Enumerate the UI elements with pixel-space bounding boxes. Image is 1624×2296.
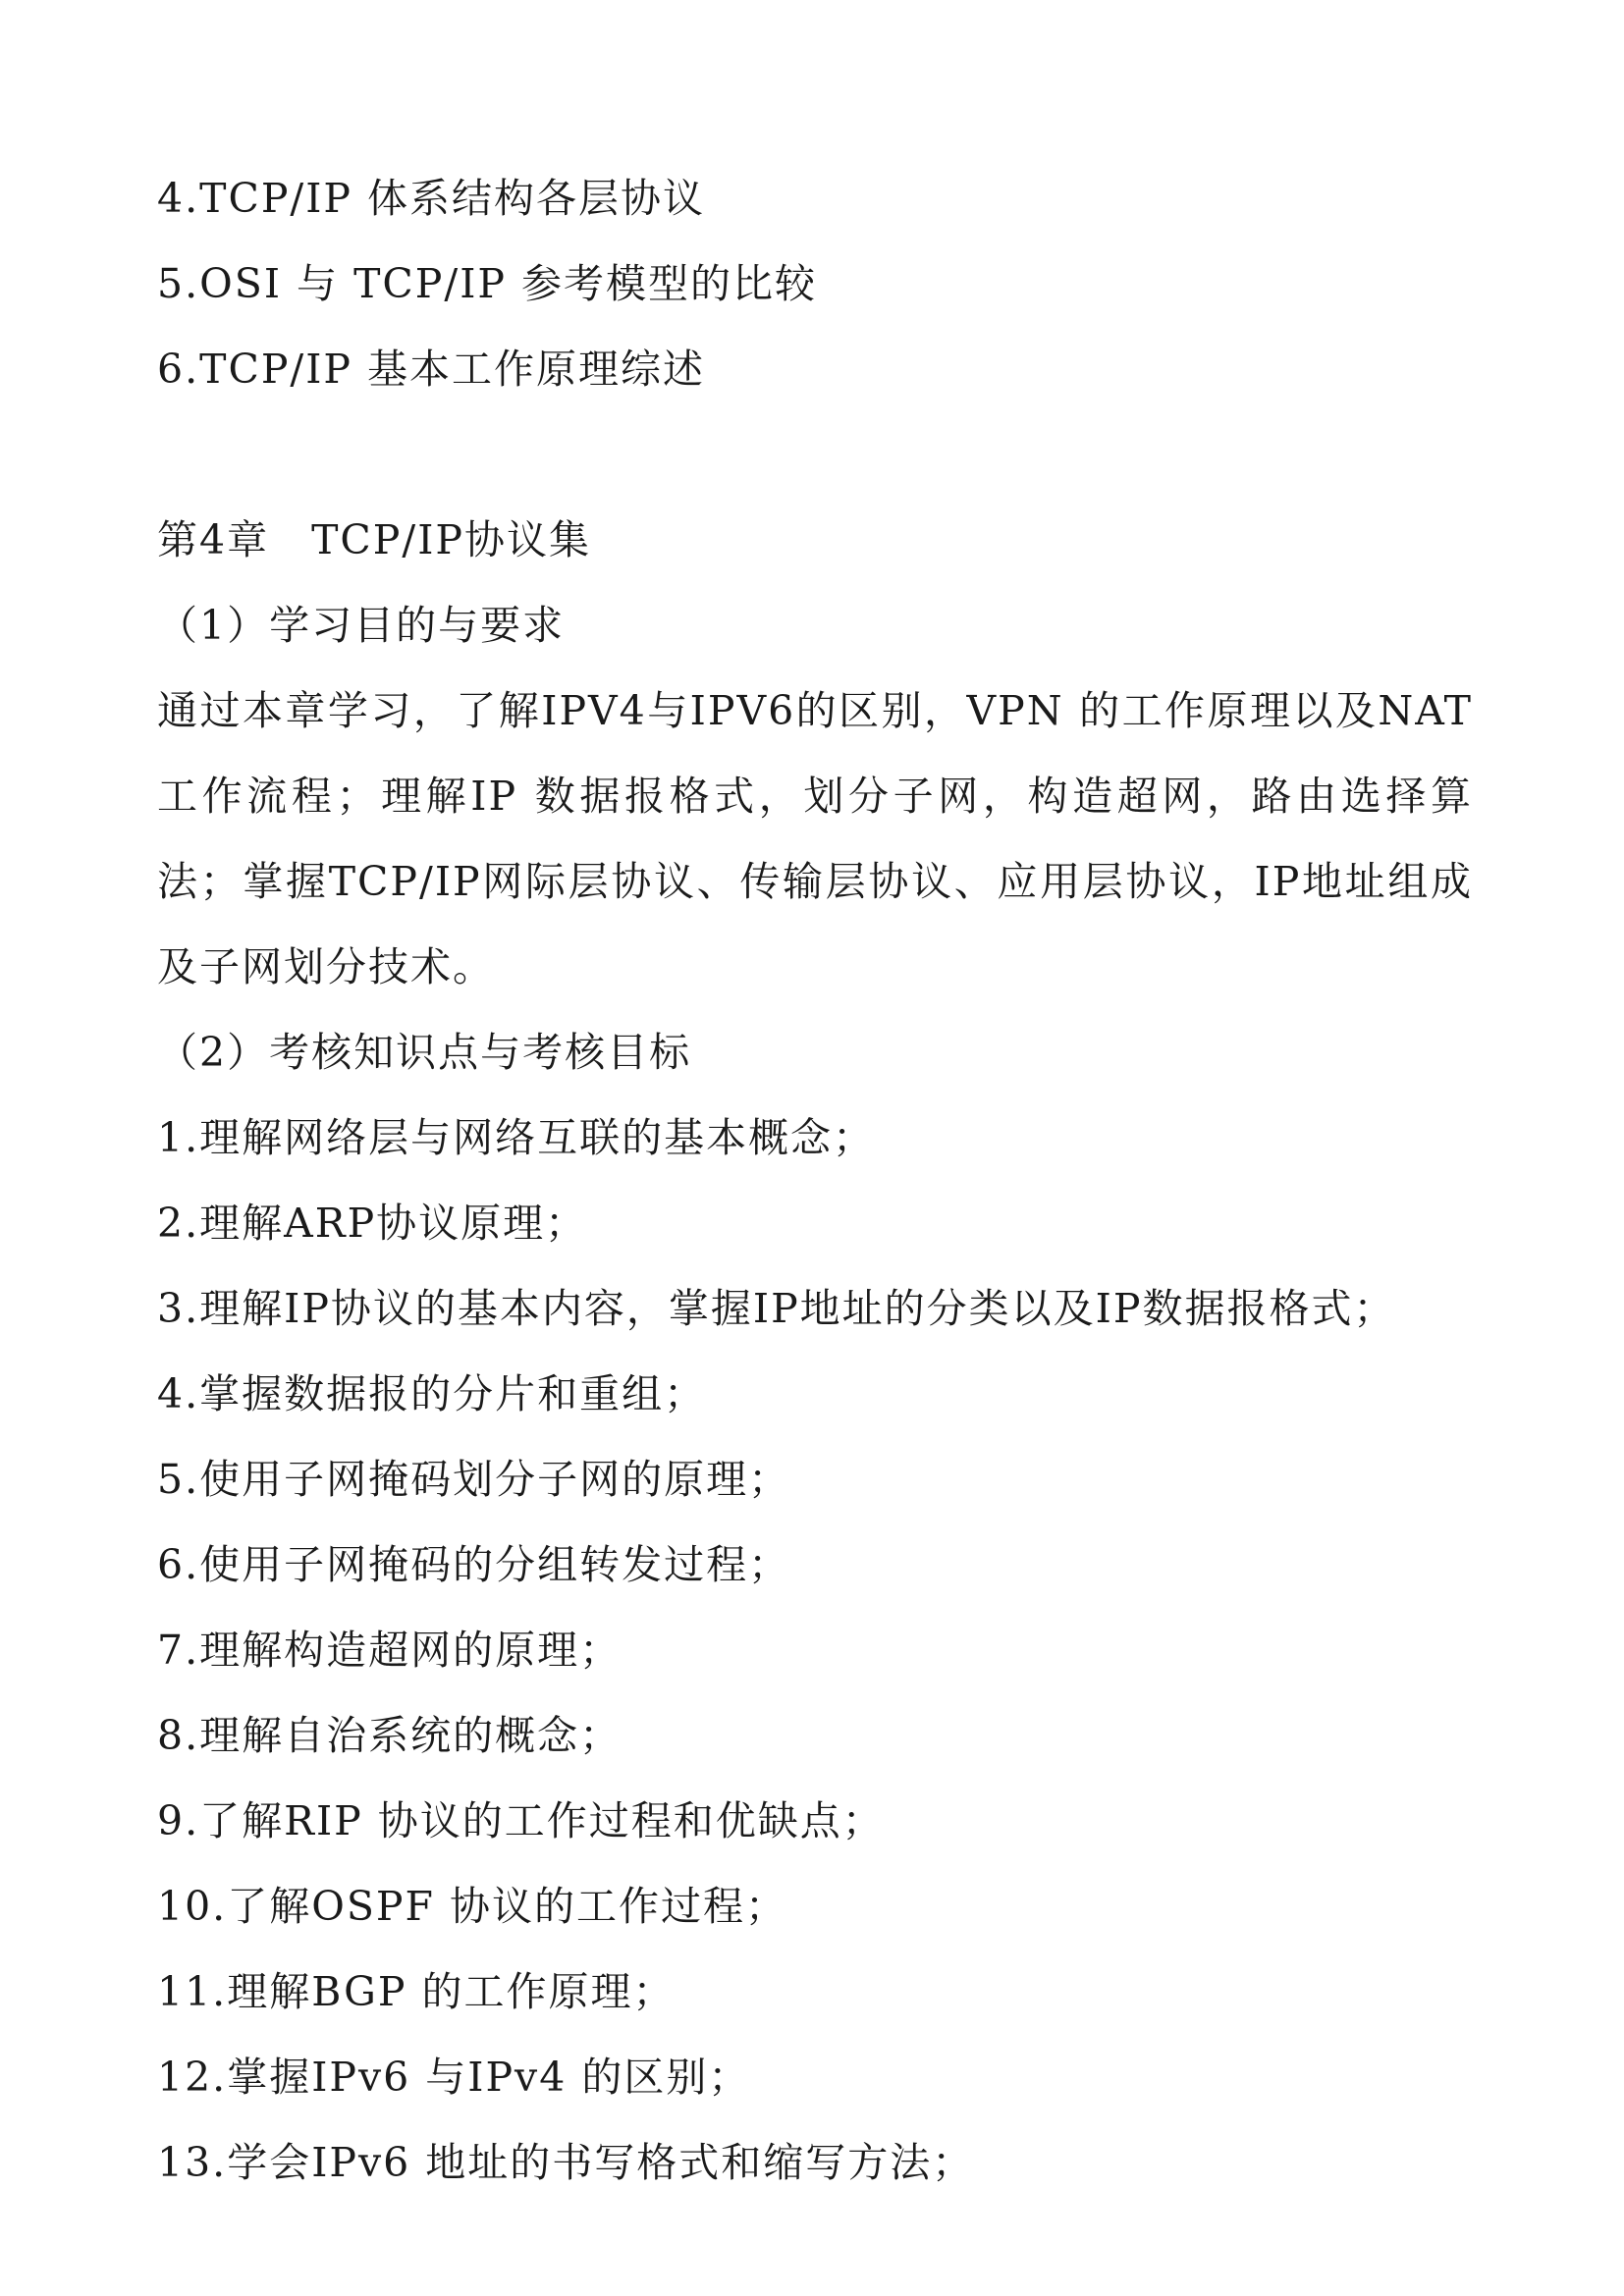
list-item: 5.OSI 与 TCP/IP 参考模型的比较 xyxy=(157,260,818,307)
list-item: 2.理解ARP协议原理； xyxy=(157,1200,588,1247)
list-item: 5.使用子网掩码划分子网的原理； xyxy=(157,1456,791,1503)
list-item: 13.学会IPv6 地址的书写格式和缩写方法； xyxy=(157,2139,975,2186)
section-heading: （1）学习目的与要求 xyxy=(157,602,566,649)
list-item: 7.理解构造超网的原理； xyxy=(157,1627,623,1674)
list-item: 6.TCP/IP 基本工作原理综述 xyxy=(157,346,706,393)
list-item: 4.掌握数据报的分片和重组； xyxy=(157,1370,707,1417)
list-item: 4.TCP/IP 体系结构各层协议 xyxy=(157,175,706,222)
list-item: 10.了解OSPF 协议的工作过程； xyxy=(157,1883,787,1930)
list-item: 9.了解RIP 协议的工作过程和优缺点； xyxy=(157,1797,885,1844)
list-item: 1.理解网络层与网络互联的基本概念； xyxy=(157,1114,876,1161)
section-heading: （2）考核知识点与考核目标 xyxy=(157,1029,692,1076)
list-item: 6.使用子网掩码的分组转发过程； xyxy=(157,1541,791,1588)
chapter-title: 第4章 TCP/IP协议集 xyxy=(157,516,591,563)
list-item: 12.掌握IPv6 与IPv4 的区别； xyxy=(157,2054,751,2101)
list-item: 3.理解IP协议的基本内容，掌握IP地址的分类以及IP数据报格式； xyxy=(157,1285,1396,1332)
section-body: 通过本章学习，了解IPV4与IPV6的区别，VPN 的工作原理以及NAT 工作流程；理解IP 数据报格式，划分子网，构造超网，路由选择算法；掌握TCP/IP网际层协议、传输层协议、应用层协议，IP地址组成及子网划分技术。 xyxy=(157,687,1473,990)
list-item: 11.理解BGP 的工作原理； xyxy=(157,1968,676,2015)
list-item: 8.理解自治系统的概念； xyxy=(157,1712,623,1759)
